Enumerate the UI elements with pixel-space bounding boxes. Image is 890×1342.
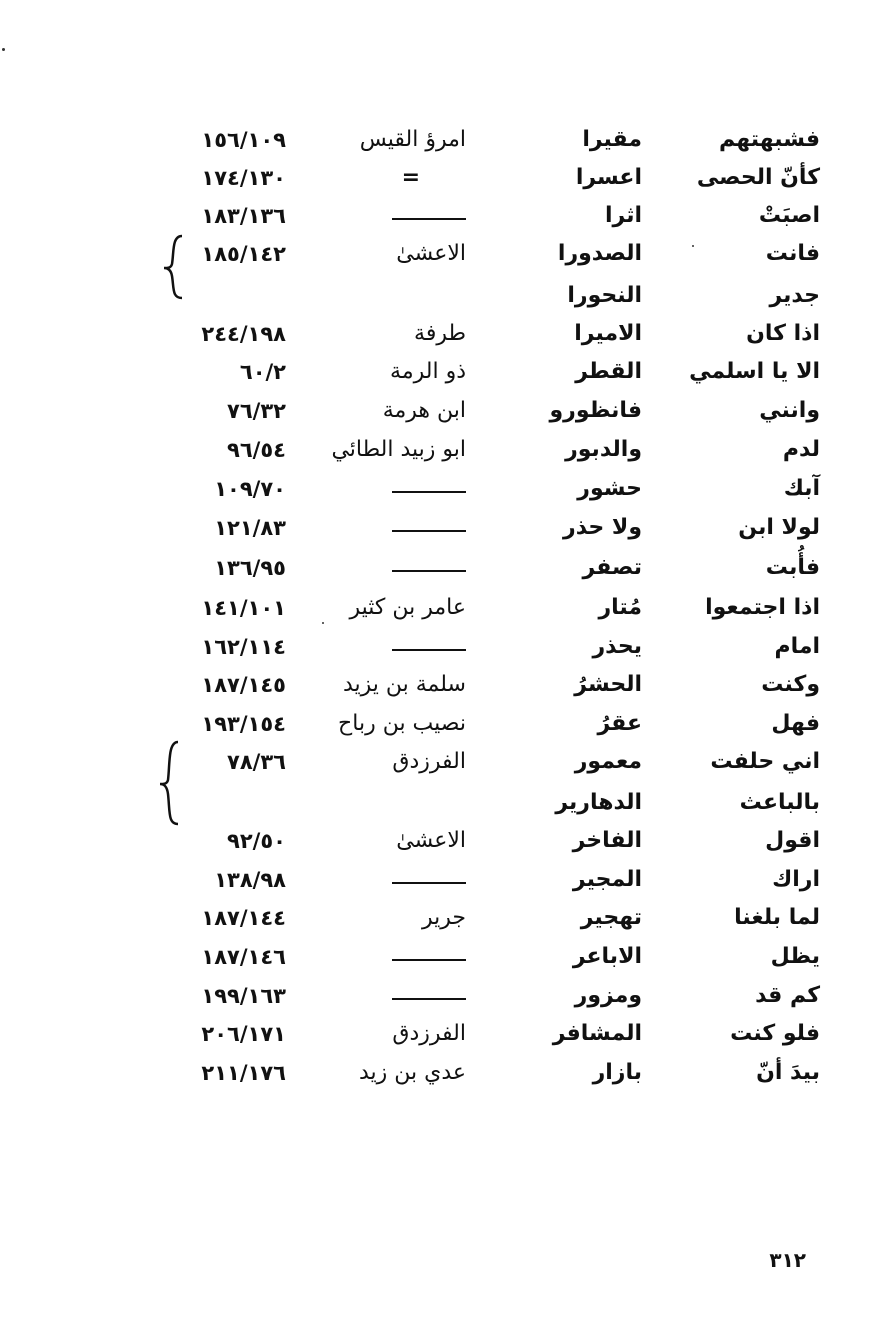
rhyme-word: الاميرا [574, 321, 642, 346]
ditto-mark: = [401, 165, 420, 190]
page-number: ٣١٢ [769, 1248, 806, 1272]
ditto-dash [392, 491, 466, 493]
table-row [0, 430, 890, 470]
table-row [0, 1053, 890, 1093]
page-reference: ٧٨/٣٦ [227, 750, 286, 774]
rhyme-word: تهجير [580, 905, 642, 930]
ditto-dash [392, 882, 466, 884]
verse-first-word: آبك [783, 476, 820, 501]
page-reference: ١٢١/٨٣ [214, 516, 286, 540]
page-reference: ١٩٩/١٦٣ [201, 984, 286, 1008]
verse-first-word: فأُبت [765, 555, 820, 580]
ditto-dash [392, 998, 466, 1000]
page-reference: ١٨٧/١٤٥ [201, 673, 286, 697]
table-row [0, 898, 890, 938]
table-row [0, 469, 890, 509]
verse-first-word: جدير [769, 283, 820, 308]
ditto-dash [392, 570, 466, 572]
poet-name: الفرزدق [392, 749, 466, 774]
page-reference: ٢١١/١٧٦ [201, 1061, 286, 1085]
page-reference: ٢٠٦/١٧١ [201, 1022, 286, 1046]
rhyme-word: يحذر [592, 634, 642, 659]
verse-first-word: كأنّ الحصى [696, 165, 820, 190]
rhyme-word: اثرا [604, 203, 642, 228]
table-row [0, 276, 890, 316]
poet-name: سلمة بن يزيد [342, 672, 466, 697]
table-row [0, 158, 890, 198]
table-row [0, 391, 890, 431]
verse-first-word: لدم [782, 437, 820, 462]
page-reference: ١٨٧/١٤٤ [201, 906, 286, 930]
rhyme-word: فانظورو [549, 398, 642, 423]
poet-name: نصيب بن رباح [338, 711, 466, 736]
verse-first-word: لولا ابن [738, 515, 820, 540]
rhyme-word: ومزور [574, 983, 642, 1008]
table-row [0, 120, 890, 160]
rhyme-word: اعسرا [575, 165, 642, 190]
rhyme-word: القطر [575, 359, 642, 384]
ditto-dash [392, 530, 466, 532]
poet-name: جرير [422, 905, 466, 930]
verse-first-word: لما بلغنا [734, 905, 820, 930]
table-row [0, 314, 890, 354]
page-reference: ٧٦/٣٢ [227, 399, 286, 423]
poet-name: الاعشىٰ [396, 241, 466, 266]
poet-name: ابو زبيد الطائي [331, 437, 466, 462]
ditto-dash [392, 649, 466, 651]
rhyme-word: عقرُ [597, 711, 642, 736]
verse-first-word: امام [774, 634, 820, 659]
rhyme-word: مُتار [598, 595, 642, 620]
page-reference: ٩٦/٥٤ [227, 438, 286, 462]
poet-name: الاعشىٰ [396, 828, 466, 853]
ditto-dash [392, 959, 466, 961]
verse-first-word: اني حلفت [710, 749, 820, 774]
poet-name: امرؤ القيس [359, 127, 466, 152]
verse-first-word: اذا كان [746, 321, 820, 346]
page-reference: ١٨٣/١٣٦ [201, 204, 286, 228]
rhyme-word: مقيرا [582, 127, 642, 152]
page-reference: ١٠٩/٧٠ [214, 477, 286, 501]
rhyme-word: المشافر [552, 1021, 642, 1046]
table-row [0, 352, 890, 392]
rhyme-word: المجير [572, 867, 642, 892]
table-row [0, 860, 890, 900]
table-row [0, 821, 890, 861]
page-reference: ١٦٢/١١٤ [201, 635, 286, 659]
poet-name: عامر بن كثير [349, 595, 466, 620]
verse-first-word: فلو كنت [730, 1021, 820, 1046]
rhyme-word: الدهارير [555, 790, 642, 815]
page-reference: ١٧٤/١٣٠ [201, 166, 286, 190]
rhyme-word: تصفر [582, 555, 642, 580]
table-row [0, 234, 890, 274]
table-row [0, 976, 890, 1016]
page-reference: ١٨٧/١٤٦ [201, 945, 286, 969]
poet-name: طرفة [414, 321, 466, 346]
table-row [0, 742, 890, 782]
rhyme-word: الاباعر [572, 944, 642, 969]
verse-first-word: اصبَتْ [758, 203, 820, 228]
verse-first-word: فشبهتهم [718, 127, 820, 152]
table-row [0, 627, 890, 667]
ditto-dash [392, 218, 466, 220]
page-reference: ١٥٦/١٠٩ [201, 128, 286, 152]
poet-name: الفرزدق [392, 1021, 466, 1046]
rhyme-word: الصدورا [557, 241, 642, 266]
table-row [0, 196, 890, 236]
table-row [0, 937, 890, 977]
page-reference: ١٨٥/١٤٢ [201, 242, 286, 266]
brace-icon [162, 232, 186, 302]
brace-icon [158, 738, 182, 828]
page-reference: ١٤١/١٠١ [201, 596, 286, 620]
page-reference: ٩٢/٥٠ [227, 829, 286, 853]
rhyme-word: الفاخر [572, 828, 642, 853]
verse-first-word: اذا اجتمعوا [705, 595, 820, 620]
verse-first-word: فانت [765, 241, 820, 266]
table-row [0, 588, 890, 628]
page-reference: ١٩٣/١٥٤ [201, 712, 286, 736]
verse-first-word: فهل [771, 711, 820, 736]
poet-name: ابن هرمة [382, 398, 466, 423]
rhyme-word: معمور [574, 749, 642, 774]
table-row [0, 704, 890, 744]
verse-first-word: كم قد [755, 983, 820, 1008]
verse-first-word: يظل [770, 944, 820, 969]
verse-first-word: اراك [772, 867, 820, 892]
rhyme-word: حشور [577, 476, 642, 501]
rhyme-word: ولا حذر [563, 515, 642, 540]
verse-first-word: وانني [759, 398, 820, 423]
rhyme-word: والدبور [565, 437, 642, 462]
poet-name: عدي بن زيد [358, 1060, 466, 1085]
verse-first-word: الا يا اسلمي [689, 359, 820, 384]
table-row [0, 548, 890, 588]
table-row [0, 783, 890, 823]
page-reference: ١٣٨/٩٨ [214, 868, 286, 892]
verse-first-word: اقول [765, 828, 820, 853]
rhyme-word: النحورا [567, 283, 642, 308]
table-row [0, 665, 890, 705]
poet-name: ذو الرمة [390, 359, 466, 384]
page-reference: ٢٤٤/١٩٨ [201, 322, 286, 346]
page-reference: ٦٠/٢ [239, 360, 286, 384]
rhyme-word: الحشرُ [574, 672, 642, 697]
rhyme-word: بازار [592, 1060, 642, 1085]
page-speck [2, 48, 5, 51]
table-row [0, 508, 890, 548]
verse-first-word: بيدَ أنّ [756, 1060, 820, 1085]
table-row [0, 1014, 890, 1054]
verse-first-word: بالباعث [739, 790, 820, 815]
page-reference: ١٣٦/٩٥ [214, 556, 286, 580]
verse-first-word: وكنت [761, 672, 820, 697]
